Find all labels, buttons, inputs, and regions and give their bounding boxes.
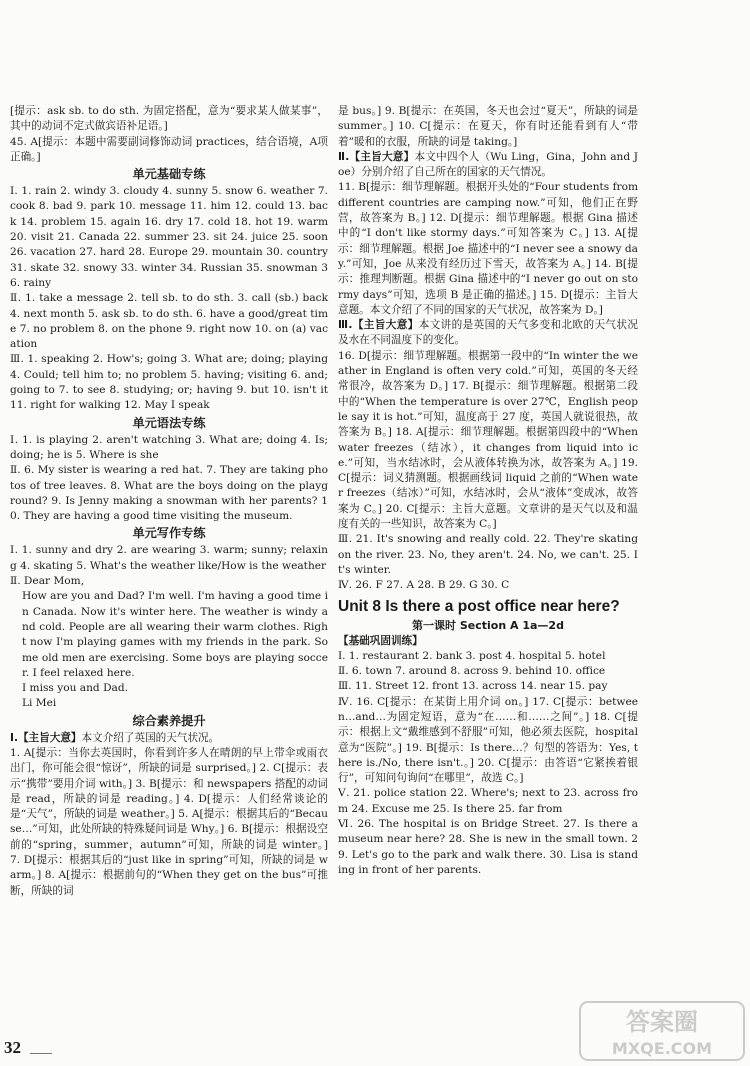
- answer-block: Ⅱ. 1. take a message 2. tell sb. to do sth. 3. call (sb.) back 4. next month 5. ask sb. to do sth. 6. have a good/great time 7. no problem 8. on the phone 9. right now 10. on (a) vacation: [10, 292, 328, 351]
- letter-greeting: Ⅱ. Dear Mom,: [10, 575, 85, 588]
- answer-text: 45. A[提示：本题中需要副词修饰动词 practices，结合语境，A项正确。]: [10, 135, 328, 163]
- answer-block: Ⅵ. 26. The hospital is on Bridge Street. 27. Is there a museum near here? 28. She is new in the small town. 29. Let's go to the park and walk there. 30. Lisa is standing in front of her parents.: [338, 818, 638, 876]
- answer-block: 1. A[提示：当你去英国时，你看到许多人在晴朗的早上带伞或雨衣出门，你可能会很“惊讶”，所缺的词是 surprised。] 2. C[提示：表示“携带”要用介词 with。] 3. B[提示：和 newspapers 搭配的动词是 read，所缺的词是 reading。] 4. D[提示：人们经常谈论的是“天气”，所缺的词是 weather。] 5. A[提示：根据其后的“Because…”可知，此处所缺的特殊疑问词是 Why。] 6. B[提示：根据设空前的“spring，summer，autumn”可知，所缺的词是 winter。] 7. D[提示：根据其后的“just like in spring”可知，所缺的词是 warm。] 8. A[提示：根据前句的“When they get on the bus”可推断，所缺的词: [10, 746, 328, 897]
- letter-close: I miss you and Dad.: [22, 682, 129, 695]
- main-idea-tag: Ⅰ.【主旨大意】: [10, 731, 82, 744]
- watermark-url: MXQE.COM: [611, 1039, 713, 1058]
- answer-block: Ⅴ. 21. police station 22. Where's; next to 23. across from 24. Excuse me 25. Is there 25. far from: [338, 787, 638, 815]
- left-column: [10, 104, 328, 899]
- answer-block: Ⅰ. 1. rain 2. windy 3. cloudy 4. sunny 5. snow 6. weather 7. cook 8. bad 9. park 10. message 11. him 12. could 13. back 14. problem 15. again 16. dry 17. cold 18. hot 19. warm 20. visit 21. Canada 22. summer 23. sit 24. juice 25. soon 26. vacation 27. hard 28. Europe 29. mountain 30. country 31. skate 32. snowy 33. winter 34. Russian 35. snowman 36. rainy: [10, 185, 328, 289]
- main-idea-text: 本文讲的是英国的天气多变和北欧的天气状况及水在不同温度下的变化。: [338, 319, 638, 347]
- answer-text: [提示：ask sb. to do sth. 为固定搭配，意为“要求某人做某事”，其中的动词不定式做宾语补足语。]: [10, 105, 328, 133]
- watermark-text: 答案圈: [626, 1008, 698, 1036]
- section-heading: 单元基础专练: [132, 167, 206, 182]
- main-idea-tag: Ⅱ.【主旨大意】: [338, 150, 415, 163]
- letter-body: How are you and Dad? I'm well. I'm having a good time in Canada. Now it's winter here. The weather is windy and cold. People are all wearing their warm clothes. Right now I'm playing games with my friends in the park. Some old men are exercising. Some boys are playing soccer. I feel relaxed here.: [22, 590, 328, 679]
- answer-block: Ⅳ. 26. F 27. A 28. B 29. G 30. C: [338, 579, 510, 592]
- unit-title: Unit 8 Is there a post office near here?: [338, 597, 620, 615]
- answer-block: Ⅲ. 1. speaking 2. How's; going 3. What are; doing; playing 4. Could; tell him to; no problem 5. having; visiting 6. and; going to 7. to see 8. studying; or; having 9. but 10. isn't it 11. right for walking 12. May I speak: [10, 353, 328, 412]
- exercise-tag: 【基础巩固训练】: [338, 634, 423, 647]
- answer-block: Ⅰ. 1. restaurant 2. bank 3. post 4. hospital 5. hotel: [338, 649, 606, 662]
- answer-block: Ⅲ. 11. Street 12. front 13. across 14. near 15. pay: [338, 680, 608, 693]
- right-column: [338, 104, 638, 878]
- answer-block: Ⅲ. 21. It's snowing and really cold. 22. They're skating on the river. 23. No, they aren't. 24. No, we can't. 25. It's winter.: [338, 533, 638, 576]
- main-idea-text: 本文中四个人（Wu Ling，Gina，John and Joe）分别介绍了自己所在的国家的天气情况。: [338, 150, 638, 179]
- answer-block: Ⅰ. 1. sunny and dry 2. are wearing 3. warm; sunny; relaxing 4. skating 5. What's the weather like/How is the weather: [10, 544, 328, 572]
- letter-signature: Li Mei: [22, 697, 57, 710]
- answer-block: Ⅱ. 6. town 7. around 8. across 9. behind 10. office: [338, 665, 606, 678]
- main-idea-text: 本文介绍了英国的天气状况。: [81, 731, 220, 744]
- section-heading: 综合素养提升: [132, 713, 206, 728]
- answer-block: Ⅱ. 6. My sister is wearing a red hat. 7. They are taking photos of tree leaves. 8. What are the boys doing on the playground? 9. Is Jenny making a snowman with her parents? 10. They are having a good time visiting the museum.: [10, 464, 328, 523]
- page-number: 32: [4, 1038, 21, 1057]
- answer-block: 11. B[提示：细节理解题。根据开头处的“Four students from different countries are camping now.”可知，他们正在野营，故答案为 B。] 12. D[提示：细节理解题。根据 Gina 描述中的“I don't like stormy days.”可知答案为 C。] 13. A[提示：细节理解题。根据 Joe 描述中的“I never see a snowy day.”可知，Joe 从来没有经历过下雪天，故答案为 A。] 14. B[提示：推理判断题。根据 Gina 描述中的“I never go out on stormy days”可知，选项 B 是正确的描述。] 15. D[提示：主旨大意题。本文介绍了不同的国家的天气状况，故答案为 D。]: [338, 181, 638, 316]
- answer-block: Ⅰ. 1. is playing 2. aren't watching 3. What are; doing 4. Is; doing; he is 5. Where is she: [10, 433, 328, 461]
- answer-block: 16. D[提示：细节理解题。根据第一段中的“In winter the weather in England is often very cold.”可知，英国的冬天经常很冷，故答案为 D。] 17. B[提示：细节理解题。根据第二段中的“When the temperature is over 27℃，English people say it is hot.”可知，温度高于 27 度，英国人就说很热，故答案为 B。] 18. A[提示：细节理解题。根据第四段中的“When water freezes（结冰），it changes from liquid into ice.”可知，当水结冰时，会从液体转换为冰，故答案为 A。] 19. C[提示：词义猜测题。根据画线词 liquid 之前的“When water freezes（结冰）”可知，水结冰时，会从“液体”变成冰，故答案为 C。] 20. C[提示：主旨大意题。文章讲的是天气以及和温度有关的一些知识，故答案为 C。]: [338, 349, 638, 531]
- section-heading: 单元语法专练: [132, 415, 206, 430]
- main-idea-tag: Ⅲ.【主旨大意】: [338, 319, 419, 332]
- page-number-rule: [30, 1053, 52, 1054]
- lesson-title: 第一课时 Section A 1a—2d: [412, 618, 564, 632]
- answer-block: Ⅳ. 16. C[提示：在某街上用介词 on。] 17. C[提示：between…and…为固定短语，意为“在……和……之间”。] 18. C[提示：根据上文“戴维感到不舒服”可知，他必须去医院，hospital 意为“医院”。] 19. B[提示：Is there…？句型的答语为：Yes, there is./No, there isn't.。] 20. C[提示：由答语“它紧挨着银行”，可知问句询问“在哪里”，故选 C。]: [338, 695, 638, 785]
- watermark-logo: [578, 1000, 746, 1062]
- section-heading: 单元写作专练: [132, 526, 206, 541]
- answer-block: 是 bus。] 9. B[提示：在英国，冬天也会过“夏天”，所缺的词是 summer。] 10. C[提示：在夏天，你有时还能看到有人“带着”暖和的衣服，所缺的词是 taking。]: [338, 105, 638, 148]
